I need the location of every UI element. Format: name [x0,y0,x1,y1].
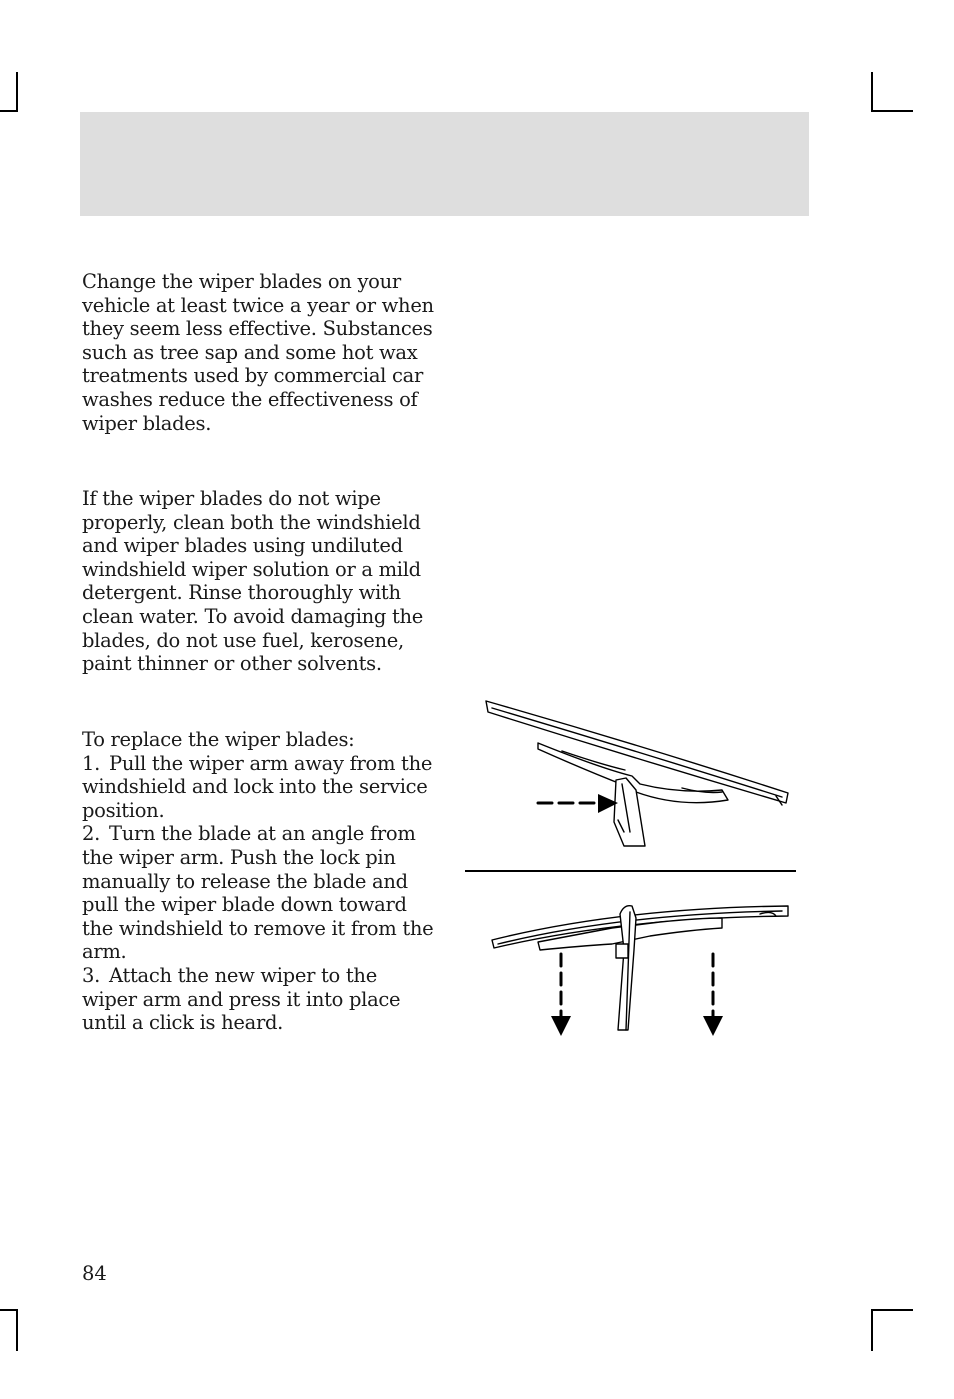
page-number: 84 [82,1262,107,1285]
crop-mark-top-left [0,110,18,112]
step-number: 2. [82,822,101,846]
step-number: 3. [82,963,101,987]
crop-mark-top-left [16,72,18,112]
step-number: 1. [82,751,101,775]
crop-mark-bottom-right [871,1309,913,1311]
cleaning-section [82,487,437,676]
figure-divider [465,870,796,872]
wiper-illustration [460,690,800,1040]
step-text: Turn the blade at an angle from the wiper arm. Push the lock pin manually to release the blade and pull the wiper blade down toward the windshield to remove it from the arm. [82,822,434,964]
step-2 [82,822,437,964]
wiper-blade-bottom-icon [492,906,788,1030]
pull-down-arrow-left-icon [551,954,571,1036]
crop-mark-bottom-left [16,1309,18,1351]
intro-paragraph: Change the wiper blades on your vehicle at least twice a year or when they seem less effective. Substances such as tree sap and some hot wax treatments used by commercial car washes reduce the effectiveness of wiper blades. [82,270,434,435]
crop-mark-top-right [871,72,873,112]
cleaning-paragraph: If the wiper blades do not wipe properly, clean both the windshield and wiper blades using undiluted windshield wiper solution or a mild detergent. Rinse thoroughly with clean water. To avoid damaging the blades, do not use fuel, kerosene, paint thinner or other solvents. [82,487,424,676]
intro-section [82,270,437,435]
step-text: Attach the new wiper to the wiper arm and press it into place until a click is heard. [82,963,401,1035]
crop-mark-top-right [871,110,913,112]
replace-section [82,728,437,1035]
replace-intro: To replace the wiper blades: [82,728,355,751]
step-3 [82,964,437,1035]
pull-down-arrow-right-icon [703,954,723,1036]
crop-mark-bottom-right [871,1309,873,1351]
step-1 [82,752,437,823]
header-band [80,112,809,216]
step-text: Pull the wiper arm away from the windshield and lock into the service position. [82,751,433,822]
wiper-blade-top-icon [486,701,788,805]
push-arrow-icon [538,794,618,813]
